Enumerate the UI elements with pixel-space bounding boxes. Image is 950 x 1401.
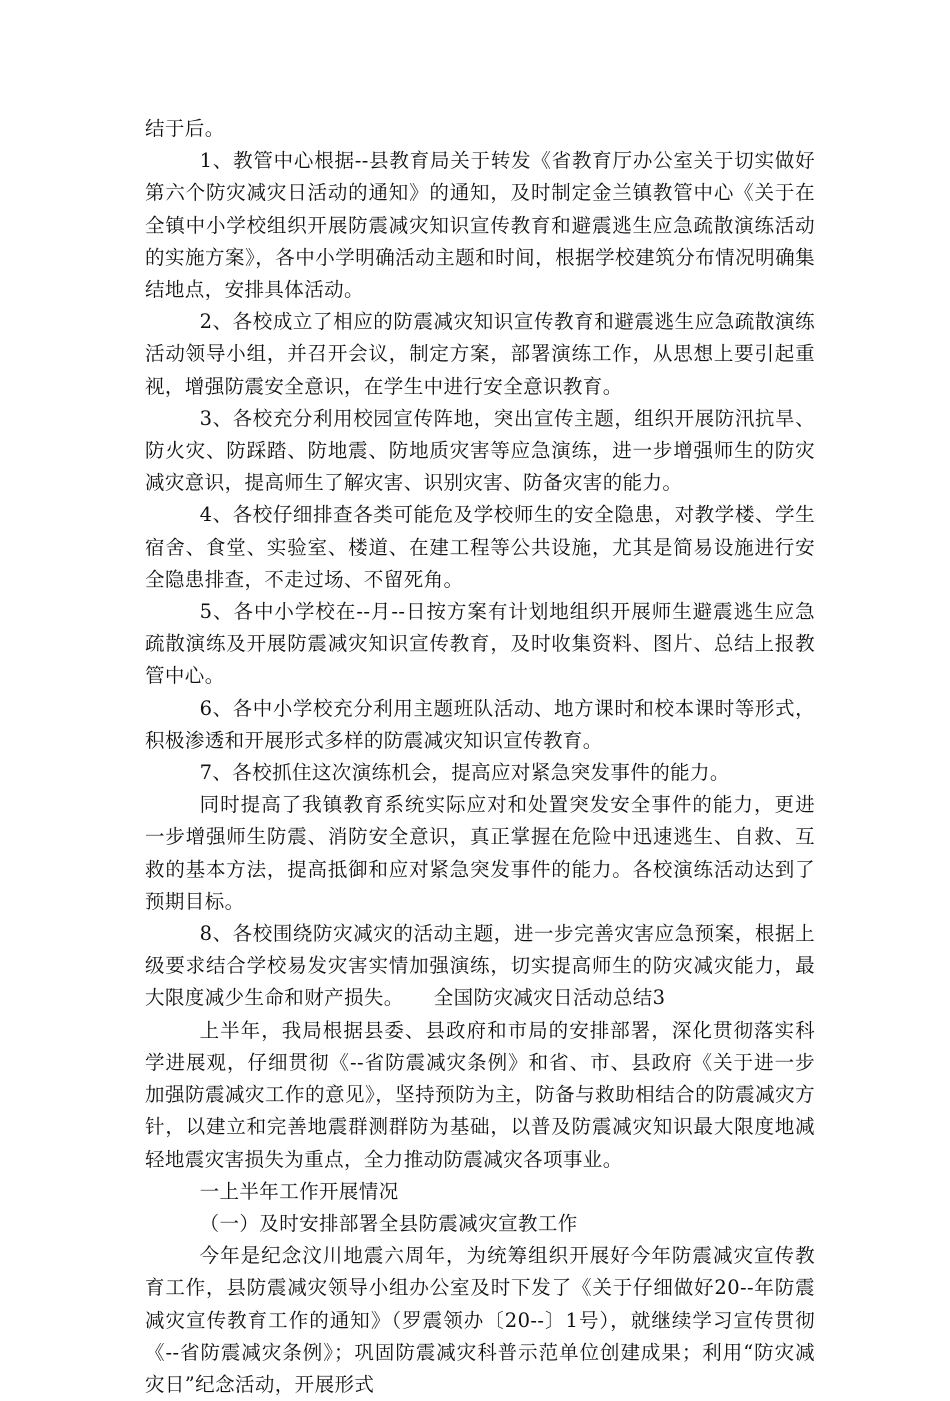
document-body: [145, 113, 815, 1401]
paragraph: 同时提高了我镇教育系统实际应对和处置突发安全事件的能力，更进一步增强师生防震、消防安全意识，真正掌握在危险中迅速逃生、自救、互救的基本方法，提高抵御和应对紧急突发事件的能力。各校演练活动达到了预期目标。: [145, 793, 815, 913]
paragraph: 3、各校充分利用校园宣传阵地，突出宣传主题，组织开展防汛抗旱、防火灾、防踩踏、防地震、防地质灾害等应急演练，进一步增强师生的防灾减灾意识，提高师生了解灾害、识别灾害、防备灾害的能力。: [145, 406, 815, 495]
paragraph: 1、教管中心根据--县教育局关于转发《省教育厅办公室关于切实做好第六个防灾减灾日活动的通知》的通知，及时制定金兰镇教管中心《关于在全镇中小学校组织开展防震减灾知识宣传教育和避震逃生应急疏散演练活动的实施方案》，各中小学明确活动主题和时间，根据学校建筑分布情况明确集结地点，安排具体活动。: [145, 149, 815, 302]
paragraph: 8、各校围绕防灾减灾的活动主题，进一步完善灾害应急预案，根据上级要求结合学校易发灾害实情加强演练，切实提高师生的防灾减灾能力，最大限度减少生命和财产损失。 全国防灾减灾日活动总结3: [145, 922, 815, 1010]
paragraph: 4、各校仔细排查各类可能危及学校师生的安全隐患，对教学楼、学生宿舍、食堂、实验室、楼道、在建工程等公共设施，尤其是简易设施进行安全隐患排查，不走过场、不留死角。: [145, 503, 815, 591]
paragraph: 2、各校成立了相应的防震减灾知识宣传教育和避震逃生应急疏散演练活动领导小组，并召开会议，制定方案，部署演练工作，从思想上要引起重视，增强防震安全意识，在学生中进行安全意识教育。: [145, 310, 815, 398]
paragraph: 6、各中小学校充分利用主题班队活动、地方课时和校本课时等形式，积极渗透和开展形式多样的防震减灾知识宣传教育。: [145, 696, 815, 752]
paragraph: 今年是纪念汶川地震六周年，为统筹组织开展好今年防震减灾宣传教育工作，县防震减灾领导小组办公室及时下发了《关于仔细做好20--年防震减灾宣传教育工作的通知》（罗震领办〔20--〕1号），就继续学习宣传贯彻《--省防震减灾条例》；巩固防震减灾科普示范单位创建成果；利用“防灾减灾日”纪念活动，开展形式: [145, 1244, 815, 1396]
subsection-heading: （一）及时安排部署全县防震减灾宣教工作: [199, 1211, 578, 1235]
paragraph: 结于后。: [145, 117, 225, 140]
paragraph: 7、各校抓住这次演练机会，提高应对紧急突发事件的能力。: [199, 761, 730, 785]
section-heading: 一上半年工作开展情况: [199, 1179, 399, 1203]
paragraph: 上半年，我局根据县委、县政府和市局的安排部署，深化贯彻落实科学进展观，仔细贯彻《--省防震减灾条例》和省、市、县政府《关于进一步加强防震减灾工作的意见》，坚持预防为主，防备与救助相结合的防震减灾方针，以建立和完善地震群测群防为基础，以普及防震减灾知识最大限度地减轻地震灾害损失为重点，全力推动防震减灾各项事业。: [145, 1018, 815, 1171]
paragraph: 5、各中小学校在--月--日按方案有计划地组织开展师生避震逃生应急疏散演练及开展防震减灾知识宣传教育，及时收集资料、图片、总结上报教管中心。: [145, 600, 815, 688]
